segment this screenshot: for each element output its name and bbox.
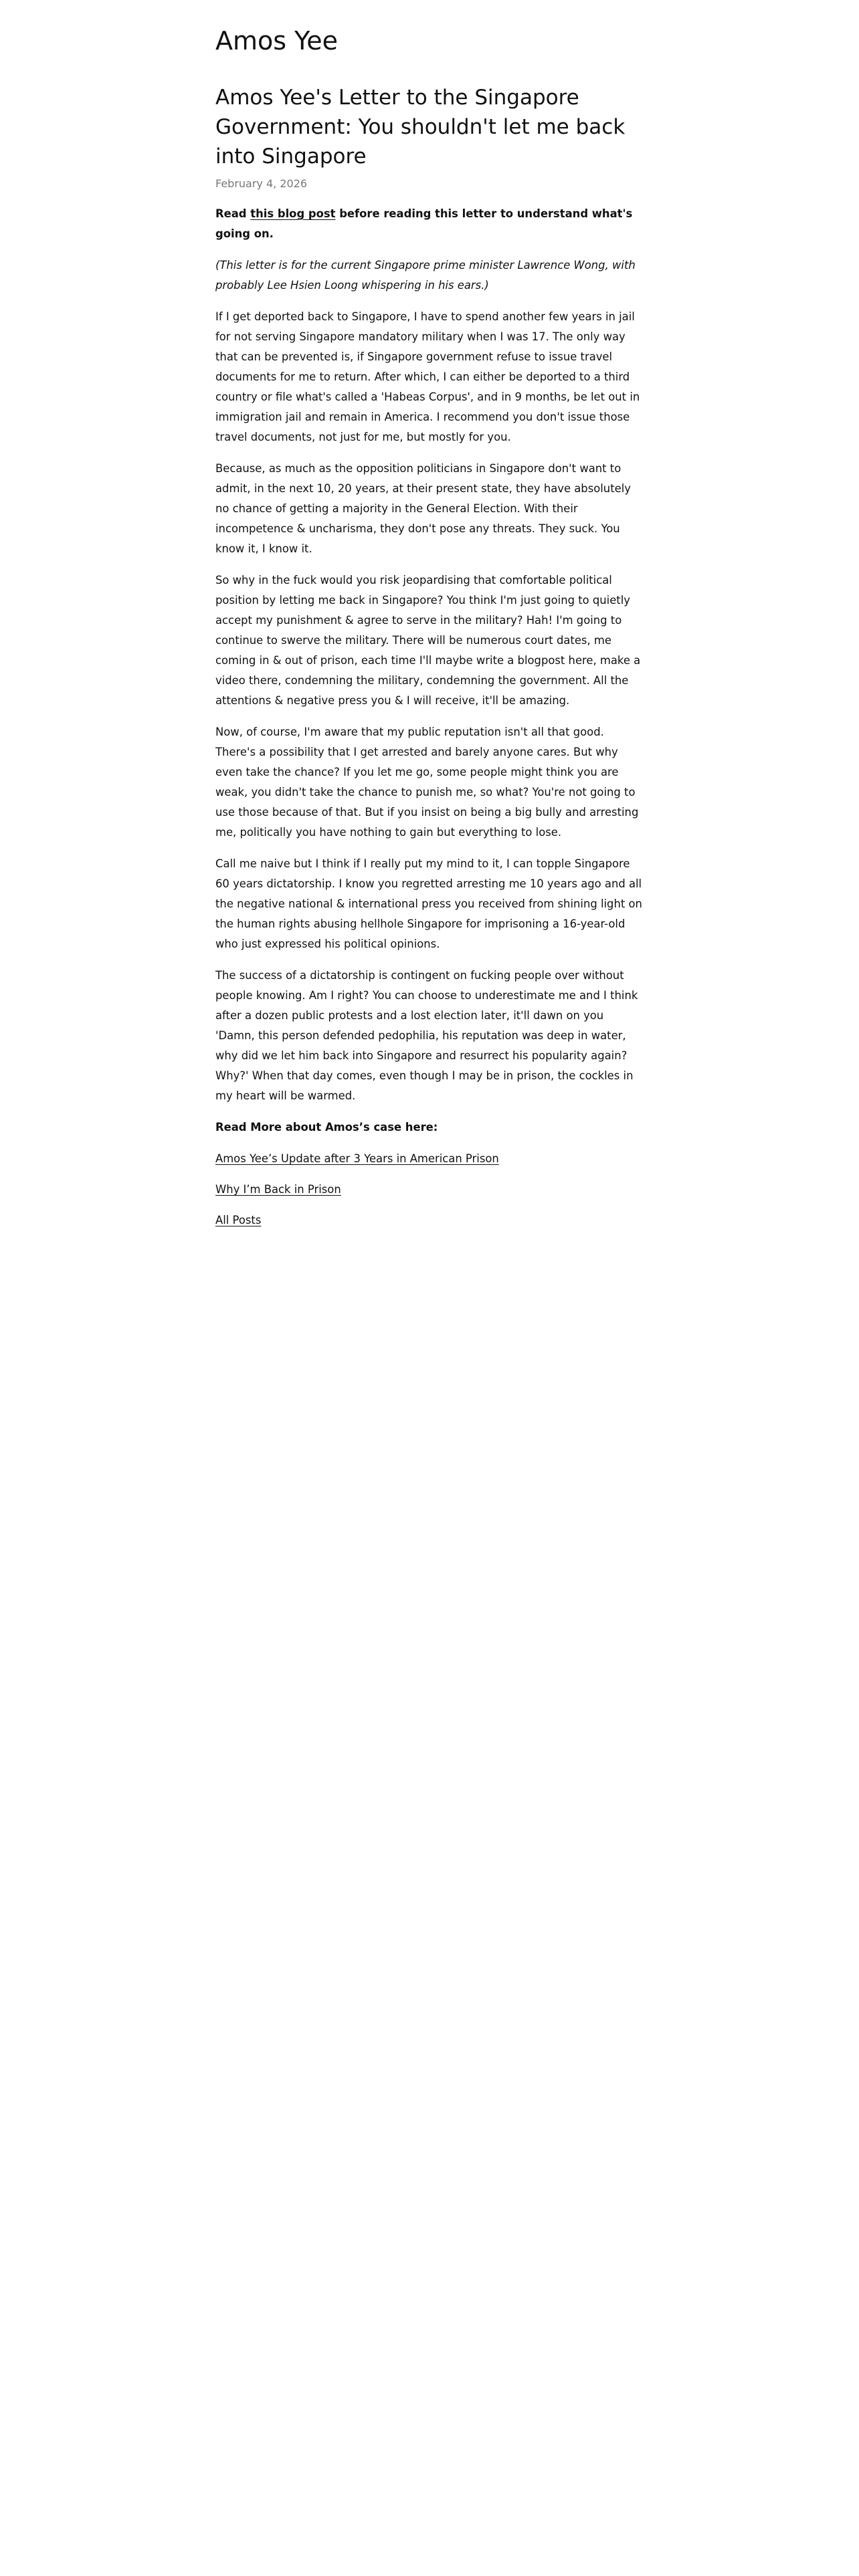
body-paragraph: Because, as much as the opposition politicians in Singapore don't want to admit, in the next 10, 20 years, at their present state, they have absolutely no chance of getting a majority in the General Election. With their incompetence & uncharisma, they don't pose any threats. They suck. You know it, I know it.	[215, 462, 631, 555]
post-content	[215, 204, 644, 1241]
body-paragraph: The success of a dictatorship is contingent on fucking people over without people knowing. Am I right? You can choose to underestimate me and I think after a dozen public protests and a lost election later, it'll dawn on you 'Damn, this person defended pedophilia, his reputation was deep in water, why did we let him back into Singapore and resurrect his popularity again? Why?' When that day comes, even though I may be in prison, the cockles in my heart will be warmed.	[215, 969, 638, 1102]
why-back-in-prison-link[interactable]: Why I’m Back in Prison	[215, 1183, 341, 1196]
body-paragraph: If I get deported back to Singapore, I have to spend another few years in jail for not serving Singapore mandatory military when I was 17. The only way that can be prevented is, if Singapore government refuse to issue travel documents for me to return. After which, I can either be deported to a third country or file what's called a 'Habeas Corpus', and in 9 months, be let out in immigration jail and remain in America. I recommend you don't issue those travel documents, not just for me, but mostly for you.	[215, 310, 640, 443]
intro-prefix: Read	[215, 207, 251, 220]
letter-note: (This letter is for the current Singapore prime minister Lawrence Wong, with probably Lee Hsien Loong whispering in his ears.)	[215, 259, 636, 292]
post-date: February 4, 2026	[215, 177, 308, 190]
update-after-3-years-link[interactable]: Amos Yee’s Update after 3 Years in American Prison	[215, 1152, 499, 1165]
intro-paragraph	[215, 204, 644, 244]
related-link-item	[215, 1149, 644, 1169]
related-link-item	[215, 1180, 644, 1200]
related-link-item	[215, 1210, 644, 1230]
site-title[interactable]: Amos Yee	[215, 26, 339, 56]
body-paragraph: Now, of course, I'm aware that my public reputation isn't all that good. There's a possibility that I get arrested and barely anyone cares. But why even take the chance? If you let me go, some people might think you are weak, you didn't take the chance to punish me, so what? You're not going to use those because of that. But if you insist on being a big bully and arresting me, politically you have nothing to gain but everything to lose.	[215, 726, 639, 839]
body-paragraph: So why in the fuck would you risk jeopardising that comfortable political position by letting me back in Singapore? You think I'm just going to quietly accept my punishment & agree to serve in the military? Hah! I'm going to continue to swerve the military. There will be numerous court dates, me coming in & out of prison, each time I'll maybe write a blogpost here, make a video there, condemning the military, condemning the government. All the attentions & negative press you & I will receive, it'll be amazing.	[215, 574, 641, 707]
intro-suffix: before reading this letter to understand what's going on.	[215, 207, 633, 240]
post-title: Amos Yee's Letter to the Singapore Government: You shouldn't let me back into Singapore	[215, 86, 626, 169]
all-posts-link[interactable]: All Posts	[215, 1214, 262, 1226]
intro-blog-post-link[interactable]: this blog post	[250, 207, 336, 220]
read-more-heading: Read More about Amos’s case here:	[215, 1121, 438, 1134]
body-paragraph: Call me naive but I think if I really put my mind to it, I can topple Singapore 60 years dictatorship. I know you regretted arresting me 10 years ago and all the negative national & international press you received from shining light on the human rights abusing hellhole Singapore for imprisoning a 16-year-old who just expressed his political opinions.	[215, 857, 642, 950]
